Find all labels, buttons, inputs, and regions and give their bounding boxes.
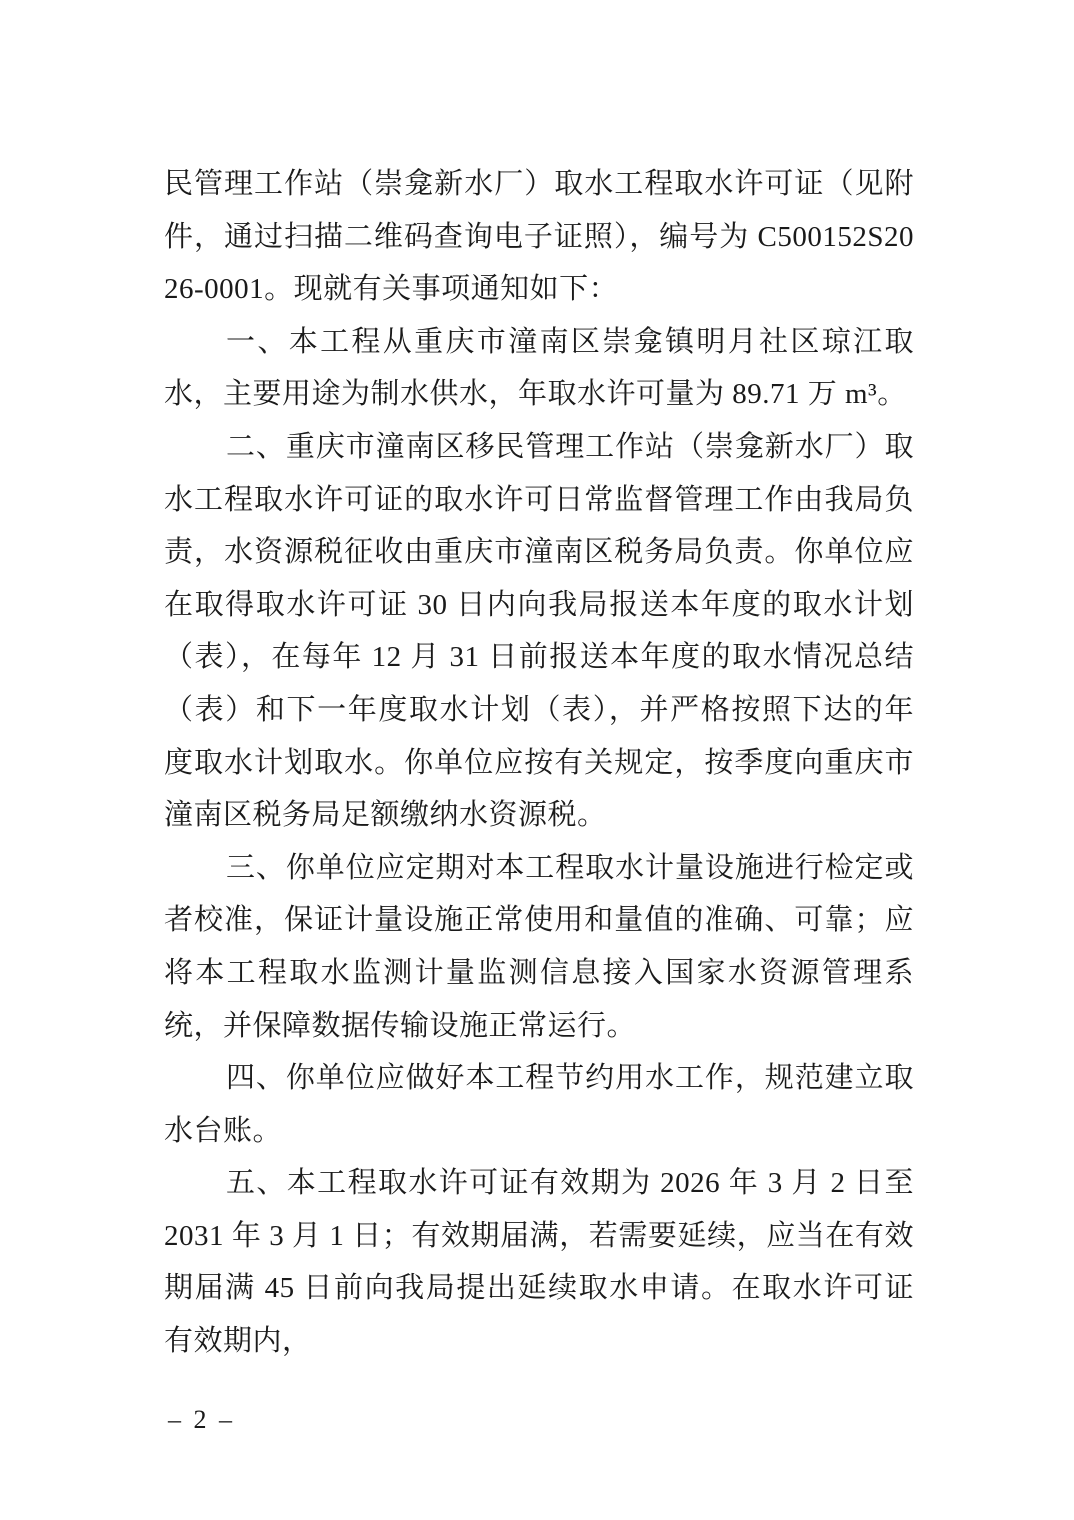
paragraph-continuation: 民管理工作站（崇龛新水厂）取水工程取水许可证（见附件，通过扫描二维码查询电子证照），编号为 C500152S2026-0001。现就有关事项通知如下： bbox=[164, 168, 914, 306]
paragraph-item-4: 四、你单位应做好本工程节约用水工作，规范建立取水台账。 bbox=[164, 1062, 914, 1147]
paragraph-item-5: 五、本工程取水许可证有效期为 2026 年 3 月 2 日至 2031 年 3 月 1 日；有效期届满，若需要延续，应当在有效期届满 45 日前向我局提出延续取水申请。在取水许可证有效期内， bbox=[164, 1167, 914, 1358]
paragraph-item-1: 一、本工程从重庆市潼南区崇龛镇明月社区琼江取水，主要用途为制水供水，年取水许可量为 89.71 万 m³。 bbox=[164, 325, 914, 411]
paragraph-item-2: 二、重庆市潼南区移民管理工作站（崇龛新水厂）取水工程取水许可证的取水许可日常监督管理工作由我局负责，水资源税征收由重庆市潼南区税务局负责。你单位应在取得取水许可证 30 日内向我局报送本年度的取水计划（表），在每年 12 月 31 日前报送本年度的取水情况总结（表）和下一年度取水计划（表），并严格按照下达的年度取水计划取水。你单位应按有关规定，按季度向重庆市潼南区税务局足额缴纳水资源税。 bbox=[164, 430, 914, 832]
paragraph-item-3: 三、你单位应定期对本工程取水计量设施进行检定或者校准，保证计量设施正常使用和量值的准确、可靠；应将本工程取水监测计量监测信息接入国家水资源管理系统，并保障数据传输设施正常运行。 bbox=[164, 851, 914, 1042]
page-number: – 2 – bbox=[168, 1405, 235, 1434]
document-body bbox=[164, 158, 914, 1368]
